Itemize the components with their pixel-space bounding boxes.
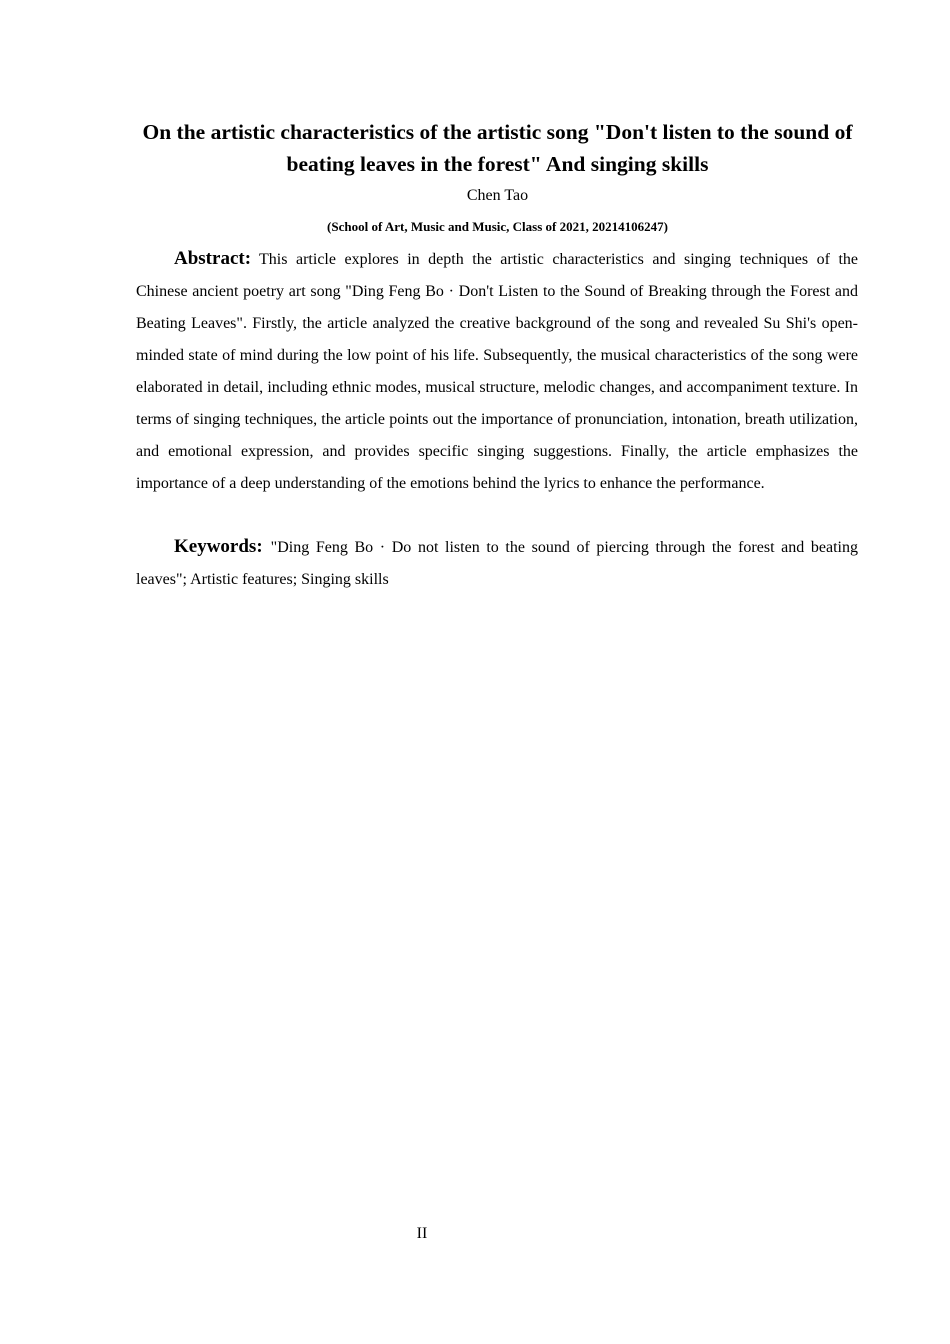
keywords-paragraph <box>136 531 858 596</box>
abstract-text: This article explores in depth the artistic characteristics and singing techniques of the Chinese ancient poetry art song "Ding Feng Bo · Don't Listen to the Sound of Breaking through the Forest and Beating Leaves". Firstly, the article analyzed the creative background of the song and revealed Su Shi's open-minded state of mind during the low point of his life. Subsequently, the musical characteristics of the song were elaborated in detail, including ethnic modes, musical structure, melodic changes, and accompaniment texture. In terms of singing techniques, the article points out the importance of pronunciation, intonation, breath utilization, and emotional expression, and provides specific singing suggestions. Finally, the article emphasizes the importance of a deep understanding of the emotions behind the lyrics to enhance the performance. <box>136 251 858 492</box>
abstract-paragraph <box>136 243 858 500</box>
paper-title: On the artistic characteristics of the artistic song "Don't listen to the sound of beating leaves in the forest" And singing skills <box>142 120 853 176</box>
author-name: Chen Tao <box>466 187 529 204</box>
author-affiliation: (School of Art, Music and Music, Class of 2021, 20214106247) <box>327 219 668 234</box>
abstract-label: Abstract: <box>174 248 252 269</box>
keywords-label: Keywords: <box>174 536 263 557</box>
page-number: II <box>416 1225 428 1242</box>
keywords-text: "Ding Feng Bo · Do not listen to the sound of piercing through the forest and beating leaves"; Artistic features; Singing skills <box>136 539 858 588</box>
